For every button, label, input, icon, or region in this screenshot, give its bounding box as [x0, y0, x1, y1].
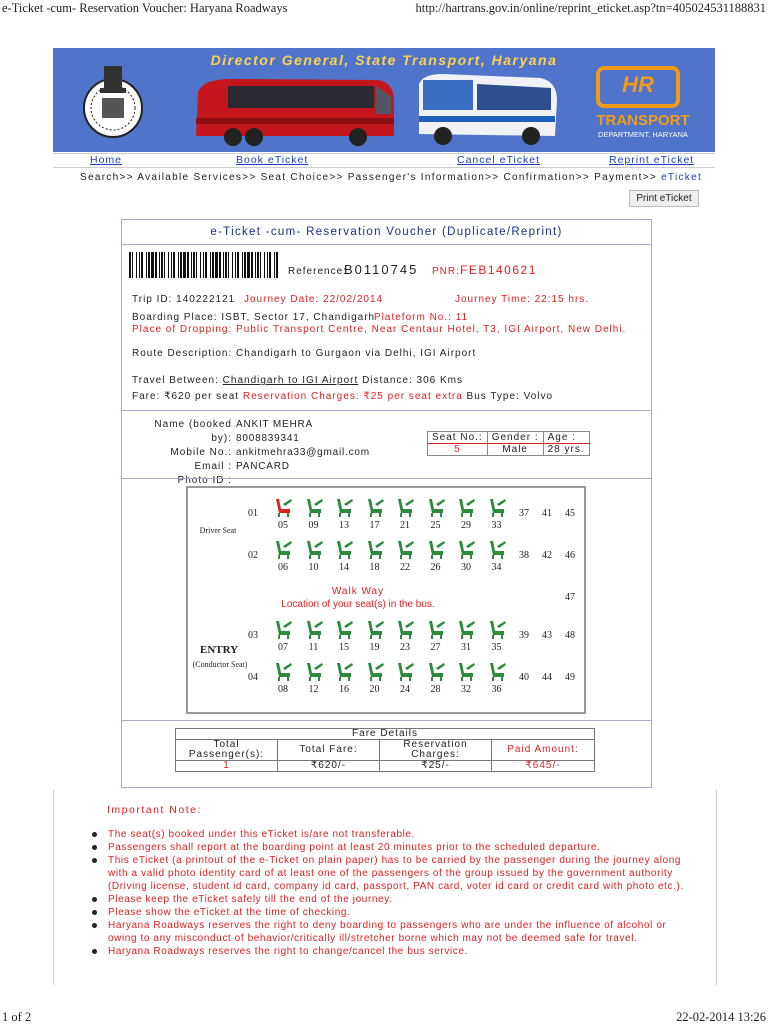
logo-subtitle: DEPARTMENT, HARYANA	[598, 130, 688, 139]
seat-number: 27	[430, 642, 441, 653]
seat-icon	[364, 618, 386, 640]
note-item: Passengers shall report at the boarding point at least 20 minutes prior to the scheduled departure.	[92, 841, 692, 854]
nav-home-link[interactable]: Home	[90, 154, 123, 166]
reference-label: Reference:	[288, 266, 347, 277]
seat-number: 22	[400, 562, 410, 573]
seat-number: 15	[339, 642, 349, 653]
barcode-image	[129, 252, 279, 278]
seat-icon	[272, 538, 294, 560]
fare-line	[132, 391, 553, 402]
seat-number: 14	[339, 562, 349, 573]
red-volvo-bus-image	[188, 74, 398, 148]
journey-date: Journey Date: 22/02/2014	[244, 294, 384, 305]
seat-icon	[455, 496, 477, 518]
print-eticket-button[interactable]: Print eTicket	[629, 190, 699, 207]
age-header: Age :	[543, 432, 589, 444]
note-item: Haryana Roadways reserves the right to change/cancel the bus service.	[92, 945, 692, 958]
seat-number: 30	[461, 562, 471, 573]
row-label: 02	[248, 550, 258, 561]
seat-icon	[394, 660, 416, 682]
seat-number: 46	[565, 550, 575, 561]
banner-title: Director General, State Transport, Haryana	[210, 52, 558, 68]
seat-icon	[333, 618, 355, 640]
entry-label: ENTRY	[200, 644, 239, 656]
boarding-place: Boarding Place: ISBT, Sector 17, Chandigarh	[132, 312, 376, 323]
name-value: ANKIT MEHRA	[236, 419, 313, 430]
seat-number: 41	[542, 508, 552, 519]
seat-icon	[394, 618, 416, 640]
important-notes-list	[92, 828, 692, 958]
seat-icon	[425, 618, 447, 640]
seat-number: 43	[542, 630, 552, 641]
dropping-place: Place of Dropping: Public Transport Centre, Near Centaur Hotel, T3, IGI Airport, New Delhi.	[132, 324, 627, 335]
note-item: The seat(s) booked under this eTicket is/are not transferable.	[92, 828, 692, 841]
transport-department-logo	[588, 62, 698, 150]
seat-number: 23	[400, 642, 410, 653]
email-value: ankitmehra33@gmail.com	[236, 447, 370, 458]
seat-icon	[333, 496, 355, 518]
nav-reprint-eticket-link[interactable]: Reprint eTicket	[609, 154, 695, 166]
row-label: 04	[248, 672, 258, 683]
print-footer-datetime: 22-02-2014 13:26	[676, 1010, 766, 1024]
seat-number: 12	[308, 684, 319, 695]
pnr-label: PNR:	[432, 266, 460, 277]
seat-number: 44	[542, 672, 552, 683]
fare-details-table	[175, 728, 595, 772]
seat-icon	[303, 660, 325, 682]
seat-number: 42	[542, 550, 552, 561]
seat-number: 36	[491, 684, 502, 695]
steps-current: eTicket	[661, 172, 703, 183]
nav-cancel-eticket-link[interactable]: Cancel eTicket	[457, 154, 541, 166]
note-item: This eTicket (a printout of the e-Ticket on plain paper) has to be carried by the passenger during the journey along with a valid photo identity card of at least one of the passengers of the group issued by the government authority (Driving license, student id card, company id card, passport, PAN card, voter id card or credit card with photo etc.).	[92, 854, 692, 893]
seat-number: 06	[278, 562, 288, 573]
seat-number: 24	[400, 684, 410, 695]
note-item: Please show the eTicket at the time of checking.	[92, 906, 692, 919]
seat-number: 32	[461, 684, 471, 695]
conductor-seat-label: (Conductor Seat)	[192, 660, 248, 669]
journey-time: Journey Time: 22:15 hrs.	[455, 294, 590, 305]
fare-details-title: Fare Details	[176, 729, 595, 740]
seat-number: 13	[339, 520, 349, 531]
voucher-panel	[121, 219, 652, 788]
reservation-charges-header: Reservation Charges:	[380, 740, 492, 761]
logo-mark: HR	[622, 72, 654, 97]
seat-number: 19	[369, 642, 380, 653]
seat-icon	[455, 660, 477, 682]
row-label: 03	[248, 630, 258, 641]
booking-steps	[80, 172, 702, 183]
mobile-label: Mobile No.:	[170, 447, 232, 458]
seat-number: 40	[519, 672, 529, 683]
seat-info-table	[427, 431, 590, 456]
distance: Distance: 306 Kms	[362, 375, 464, 386]
seat-icon	[364, 496, 386, 518]
seat-number: 17	[369, 520, 380, 531]
seat-number: 16	[339, 684, 349, 695]
total-passengers-header: Total Passenger(s):	[176, 740, 278, 761]
pnr-value: FEB140621	[460, 263, 537, 277]
seat-number: 11	[308, 642, 319, 653]
voucher-title: e-Ticket -cum- Reservation Voucher (Duplicate/Reprint)	[210, 226, 563, 238]
note-item: Please keep the eTicket safely till the end of the journey.	[92, 893, 692, 906]
seat-number: 48	[565, 630, 575, 641]
print-footer-page: 1 of 2	[2, 1010, 32, 1024]
logo-word: TRANSPORT	[596, 112, 690, 129]
seat-number: 25	[430, 520, 441, 531]
travel-between	[132, 375, 463, 386]
reference-value: B0110745	[344, 262, 419, 277]
seat-icon	[486, 496, 508, 518]
reservation-charges: Reservation Charges: ₹25 per seat extra	[242, 391, 463, 402]
seat-icon	[272, 618, 294, 640]
travel-between-label: Travel Between:	[132, 375, 219, 386]
seat-icon	[425, 538, 447, 560]
trip-id: Trip ID: 140222121	[132, 294, 236, 305]
print-header-title: e-Ticket -cum- Reservation Voucher: Haryana Roadways	[2, 1, 288, 15]
seat-icon	[364, 538, 386, 560]
seat-icon	[333, 660, 355, 682]
main-nav	[53, 153, 715, 168]
seat-number: 35	[491, 642, 502, 653]
seat-icon	[455, 538, 477, 560]
passenger-values	[236, 418, 370, 474]
total-fare-header: Total Fare:	[278, 740, 380, 761]
haryana-emblem-icon	[76, 58, 150, 140]
photo-id-label: Photo ID :	[177, 475, 232, 486]
seat-icon	[394, 496, 416, 518]
email-label: Email :	[194, 461, 232, 472]
seat-number: 26	[430, 562, 441, 573]
seat-number: 09	[308, 520, 319, 531]
seat-number: 18	[369, 562, 380, 573]
seat-number: 47	[565, 592, 575, 603]
blue-volvo-bus-image	[413, 70, 561, 148]
seat-icon	[425, 496, 447, 518]
booked-seat-icon	[272, 496, 294, 518]
seat-icon	[394, 538, 416, 560]
seat-icon	[486, 618, 508, 640]
seat-icon	[303, 618, 325, 640]
seat-number: 37	[519, 508, 529, 519]
reservation-charges-value: ₹25/-	[380, 761, 492, 772]
seat-number: 38	[519, 550, 529, 561]
paid-amount-header: Paid Amount:	[492, 740, 595, 761]
seat-number: 49	[565, 672, 575, 683]
seat-number: 21	[400, 520, 410, 531]
seat-icon	[272, 660, 294, 682]
seat-number: 07	[278, 642, 288, 653]
paid-amount-value: ₹645/-	[492, 761, 595, 772]
seat-icon	[486, 660, 508, 682]
total-passengers-value: 1	[176, 761, 278, 772]
seat-number: 28	[430, 684, 441, 695]
seat-icon	[486, 538, 508, 560]
total-fare-value: ₹620/-	[278, 761, 380, 772]
seat-number: 31	[461, 642, 471, 653]
gender-value: Male	[487, 444, 543, 456]
age-value: 28 yrs.	[543, 444, 589, 456]
seat-number: 33	[491, 520, 502, 531]
name-label: Name (booked by):	[154, 419, 232, 444]
seat-location-note: Location of your seat(s) in the bus.	[281, 599, 435, 610]
important-note-title: Important Note:	[107, 804, 202, 816]
seat-icon	[303, 538, 325, 560]
mobile-value: 8008839341	[236, 433, 300, 444]
driver-seat-label: Driver Seat	[199, 526, 237, 535]
seat-icon	[455, 618, 477, 640]
steps-trail: Search>> Available Services>> Seat Choice>> Passenger's Information>> Confirmation>> Payment>>	[80, 172, 662, 183]
seat-number: 45	[565, 508, 575, 519]
seat-number: 34	[491, 562, 502, 573]
travel-between-value: Chandigarh to IGI Airport	[222, 375, 359, 386]
seat-number: 05	[278, 520, 288, 531]
seat-number: 08	[278, 684, 288, 695]
fare-per-seat: Fare: ₹620 per seat	[132, 391, 240, 402]
seat-map	[186, 486, 586, 714]
print-header-url: http://hartrans.gov.in/online/reprint_eticket.asp?tn=405024531188831	[415, 1, 766, 15]
row-label: 01	[248, 508, 258, 519]
seat-icon	[364, 660, 386, 682]
walkway-label: Walk Way	[331, 586, 385, 597]
seat-number: 29	[461, 520, 471, 531]
seat-icon	[425, 660, 447, 682]
seat-number: 10	[308, 562, 319, 573]
seat-number: 39	[519, 630, 529, 641]
note-item: Haryana Roadways reserves the right to deny boarding to passengers who are under the influence of alcohol or owing to any misconduct of behavior/critically ill/stretcher borne which may not be deemed safe for travel.	[92, 919, 692, 945]
bus-type: Bus Type: Volvo	[466, 391, 554, 402]
photo-id-value: PANCARD	[236, 461, 290, 472]
route-description: Route Description: Chandigarh to Gurgaon via Delhi, IGI Airport	[132, 348, 477, 359]
gender-header: Gender :	[487, 432, 543, 444]
banner	[53, 48, 715, 152]
seat-no-value: 5	[428, 444, 488, 456]
seat-icon	[333, 538, 355, 560]
seat-icon	[303, 496, 325, 518]
seat-number: 20	[369, 684, 380, 695]
nav-book-eticket-link[interactable]: Book eTicket	[236, 154, 309, 166]
seat-no-header: Seat No.:	[428, 432, 488, 444]
platform-number: Plateform No.: 11	[374, 312, 469, 323]
